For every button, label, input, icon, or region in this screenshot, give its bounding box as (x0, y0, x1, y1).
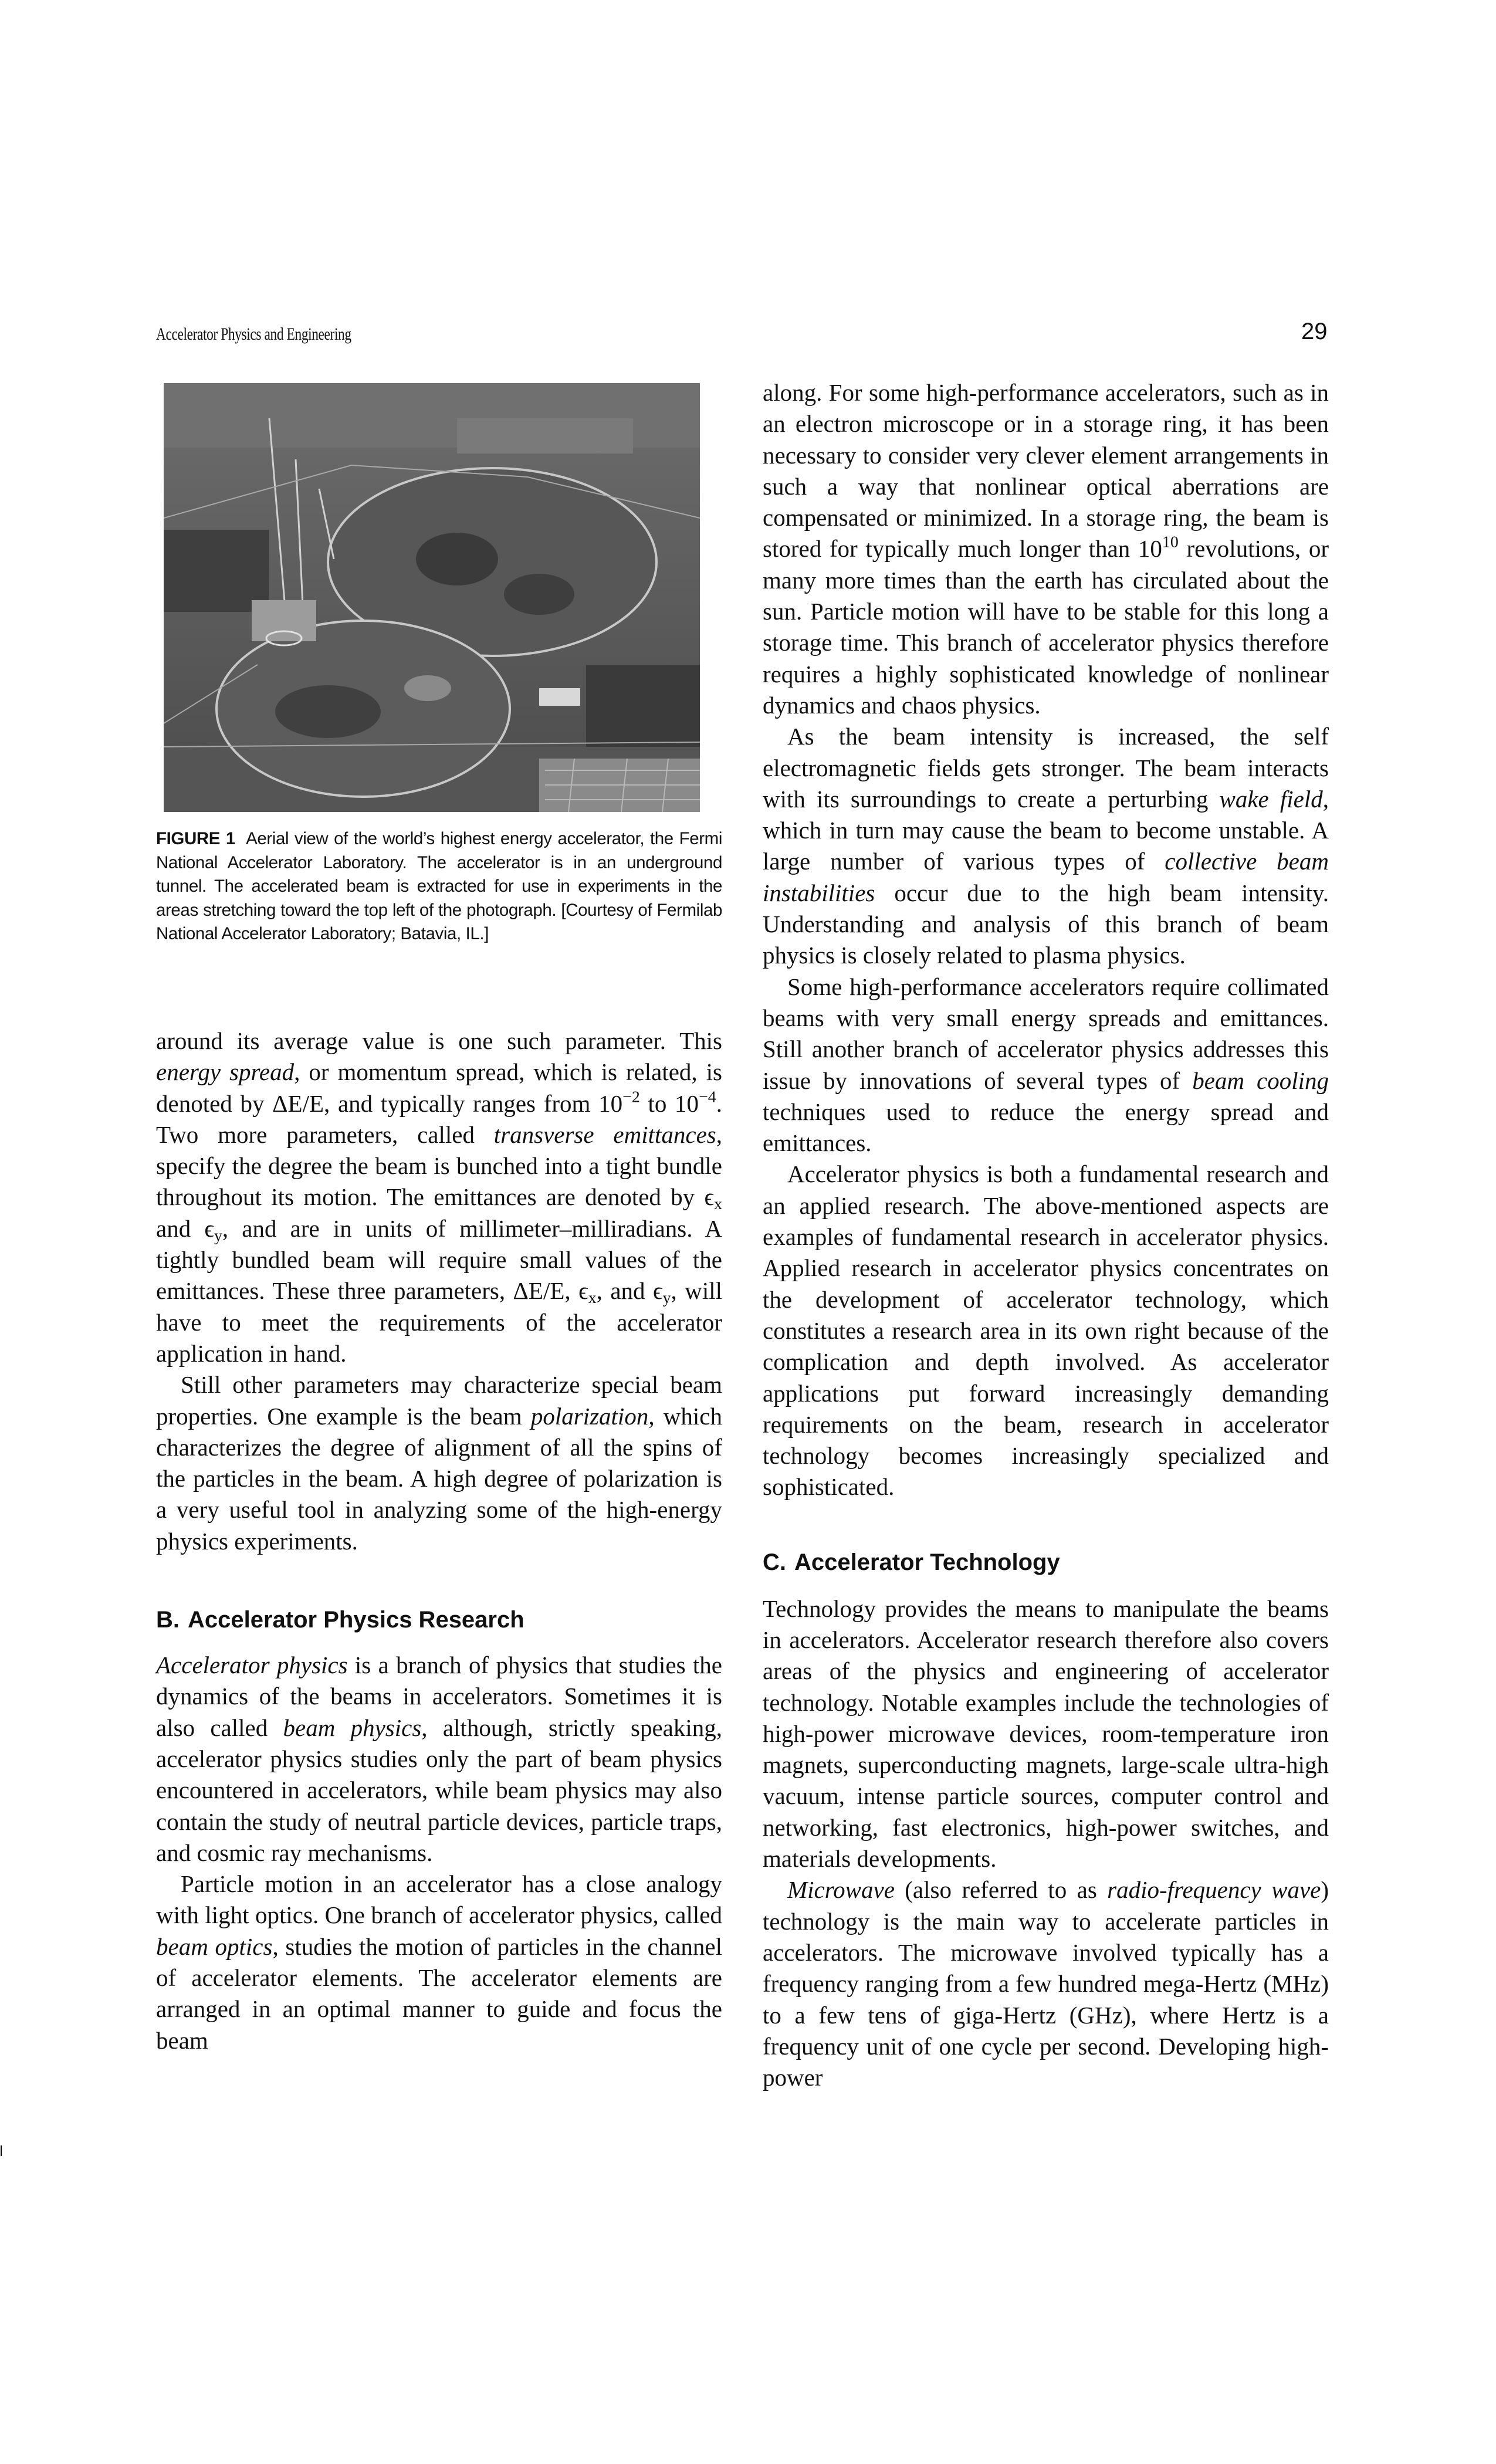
term-radio-frequency-wave: radio-frequency wave (1107, 1876, 1321, 1904)
running-head-title: Accelerator Physics and Engineering (156, 324, 351, 344)
figure-caption-text: Aerial view of the world’s highest energy accelerator, the Fermi National Accelerator Laboratory. The accelerator is in an underground tunnel. The accelerated beam is extracted for use in experiments in the areas stretching toward the top left of the photograph. [Courtesy of Fermilab National Accelerator Laboratory; Batavia, IL.] (156, 829, 722, 943)
text-run: and ϵ (156, 1214, 214, 1242)
section-number: C. (763, 1549, 786, 1575)
text-run: , which characterizes the degree of alignment of all the spins of the particles in the beam. A high degree of polarization is a very useful tool in analyzing some of the high-energy physics experiments. (156, 1402, 722, 1555)
text-run: around its average value is one such parameter. This (156, 1027, 722, 1054)
paragraph-microwave (763, 1874, 1329, 2093)
subscript: y (214, 1226, 222, 1245)
figure-label: FIGURE 1 (156, 829, 235, 848)
subscript: y (662, 1289, 671, 1308)
text-run: , and are in units of millimeter–milliradians. A tightly bundled beam will require small values of the emittances. These three parameters, ΔE/E, ϵ (156, 1214, 722, 1305)
term-beam-cooling: beam cooling (1192, 1067, 1329, 1094)
text-run: As the beam intensity is increased, the self electromagnetic fields gets stronger. The beam interacts with its surroundings to create a perturbing (763, 723, 1329, 813)
paragraph-beam-parameters (156, 1025, 722, 1369)
text-run: along. For some high-performance accelerators, such as in an electron microscope or in a storage ring, it has been necessary to consider very clever element arrangements in such a way that nonlinear optical aberrations are compensated or minimized. In a storage ring, the beam is stored for typically much longer than 10 (763, 379, 1329, 563)
exponent: −2 (622, 1087, 640, 1106)
text-run: (also referred to as (894, 1876, 1108, 1904)
paragraph-beam-cooling (763, 972, 1329, 1159)
left-column (156, 1025, 722, 2056)
section-title: Accelerator Technology (794, 1549, 1060, 1575)
section-title: Accelerator Physics Research (188, 1607, 524, 1633)
section-heading-b (156, 1605, 722, 1634)
text-run: , or momentum spread, which is related, is denoted by ΔE/E, and typically ranges from 10 (156, 1058, 722, 1117)
text-run: ) technology is the main way to accelerate particles in accelerators. The microwave involved typically has a frequency ranging from a few hundred mega-Hertz (MHz) to a few tens of giga-Hertz (GHz), where Hertz is a frequency unit of one cycle per second. Developing high-power (763, 1876, 1329, 2091)
fermilab-aerial-photo-image (164, 383, 700, 812)
paragraph-nonlinear-dynamics (763, 377, 1329, 721)
term-transverse-emittances: transverse emittances (493, 1121, 716, 1148)
term-energy-spread: energy spread (156, 1058, 295, 1086)
term-beam-optics: beam optics (156, 1932, 273, 1960)
text-run: , studies the motion of particles in the channel of accelerator elements. The accelerator elements are arranged in an optimal manner to guide and focus the beam (156, 1932, 722, 2054)
text-run: revolutions, or many more times than the earth has circulated about the sun. Particle motion will have to be stable for this long a storage time. This branch of accelerator physics therefore requires a highly sophisticated knowledge of nonlinear dynamics and chaos physics. (763, 535, 1329, 719)
subscript: x (588, 1289, 597, 1308)
paragraph-technology (763, 1593, 1329, 1875)
paragraph-fundamental-applied (763, 1159, 1329, 1502)
text-run: , will have to meet the requirements of the accelerator application in hand. (156, 1277, 722, 1367)
text-run: , which in turn may cause the beam to become unstable. A large number of various types of (763, 785, 1329, 875)
text-run: , although, strictly speaking, accelerator physics studies only the part of beam physics encountered in accelerators, while beam physics may also contain the study of neutral particle devices, particle traps, and cosmic ray mechanisms. (156, 1714, 722, 1866)
text-run: occur due to the high beam intensity. Understanding and analysis of this branch of beam physics is closely related to plasma physics. (763, 879, 1329, 969)
term-microwave: Microwave (787, 1876, 895, 1904)
text-run: . Two more parameters, called (156, 1089, 722, 1148)
text-run: , specify the degree the beam is bunched into a tight bundle throughout its motion. The emittances are denoted by ϵ (156, 1121, 722, 1211)
figure-1-photo (164, 383, 700, 812)
paragraph-collective-instabilities (763, 721, 1329, 971)
paragraph-polarization (156, 1369, 722, 1557)
right-column (763, 377, 1329, 2093)
figure-1-caption (156, 827, 722, 946)
page-number: 29 (1301, 319, 1328, 344)
section-heading-c (763, 1548, 1329, 1577)
section-number: B. (156, 1607, 180, 1633)
text-run: is a branch of physics that studies the dynamics of the beams in accelerators. Sometimes it is also called (156, 1651, 722, 1741)
term-polarization: polarization (530, 1402, 649, 1430)
term-accelerator-physics: Accelerator physics (156, 1651, 348, 1679)
text-run: Technology provides the means to manipulate the beams in accelerators. Accelerator research therefore also covers areas of the physics and engineering of accelerator technology. Notable examples include the technologies of high-power microwave devices, room-temperature iron magnets, superconducting magnets, large-scale ultra-high vacuum, intense particle sources, computer control and networking, fast electronics, high-power switches, and materials developments. (763, 1595, 1329, 1873)
text-run: techniques used to reduce the energy spread and emittances. (763, 1098, 1329, 1157)
paragraph-beam-optics (156, 1869, 722, 2056)
crop-mark (1, 2145, 2, 2156)
exponent: 10 (1162, 533, 1179, 551)
text-run: Still other parameters may characterize special beam properties. One example is the beam (156, 1371, 722, 1430)
subscript: x (714, 1195, 722, 1214)
text-run: Accelerator physics is both a fundamental research and an applied research. The above-mentioned aspects are examples of fundamental research in accelerator physics. Applied research in accelerator physics concentrates on the development of accelerator technology, which constitutes a research area in its own right because of the complication and depth involved. As accelerator applications put forward increasingly demanding requirements on the beam, research in accelerator technology becomes increasingly specialized and sophisticated. (763, 1160, 1329, 1501)
paragraph-accelerator-physics (156, 1650, 722, 1869)
text-run: , and ϵ (596, 1277, 663, 1305)
exponent: −4 (699, 1087, 716, 1106)
term-collective-beam-instabilities: collective beam instabilities (763, 848, 1329, 906)
text-run: Particle motion in an accelerator has a close analogy with light optics. One branch of accelerator physics, called (156, 1870, 722, 1929)
term-wake-field: wake field (1219, 785, 1323, 813)
term-beam-physics: beam physics (283, 1714, 422, 1741)
text-run: Some high-performance accelerators require collimated beams with very small energy spreads and emittances. Still another branch of accelerator physics addresses this issue by innovations of several types of (763, 973, 1329, 1094)
text-run: to 10 (639, 1089, 699, 1117)
